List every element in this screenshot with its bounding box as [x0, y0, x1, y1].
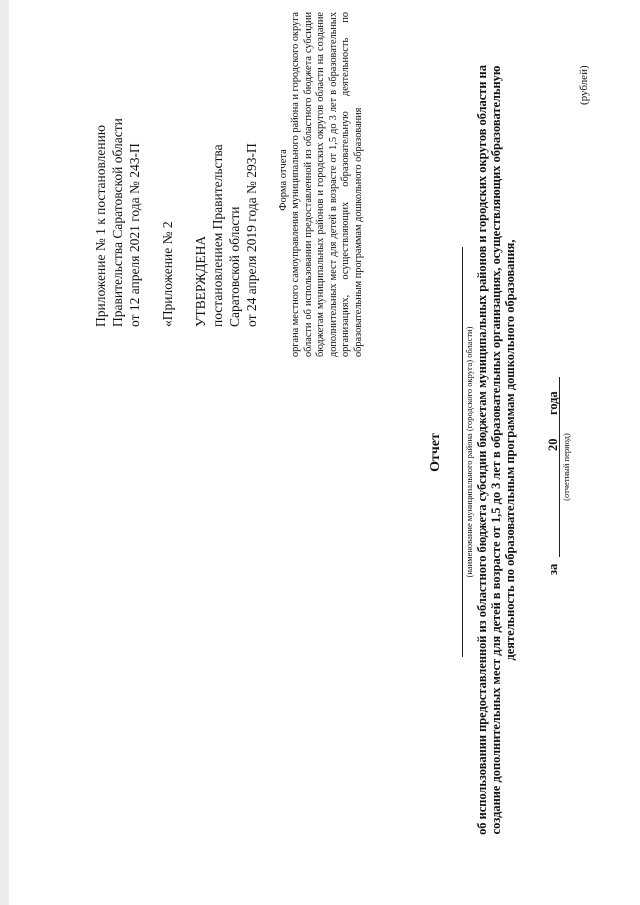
- form-description: органа местного самоуправления муниципального района и городского округа области об использовании предоставленной из областного бюджета субсидии бюджетам муниципальных районов и городских округов области на создание дополнительных мест для детей в возрасте от 1,5 до 3 лет в образовательных организациях, осуществляющих образовательную деятельность по образовательным программам дошкольного образования: [290, 12, 364, 357]
- units-label: (рублей): [578, 65, 590, 105]
- annex-line-1: Приложение № 1 к постановлению: [93, 125, 108, 327]
- year-prefix: 20: [546, 438, 560, 451]
- approved-line-2: постановлением Правительства: [210, 144, 225, 327]
- year-word: года: [546, 391, 560, 415]
- report-body-text: об использовании предоставленной из областного бюджета субсидии бюджетам муниципальных районов и городских округов области на создание дополнительных мест для детей в возрасте от 1,5 до 3 лет в образовательных организациях, осуществляющих образовательную деятельность по образовательным программам дошкольного образования,: [475, 65, 517, 835]
- municipality-name-line: [462, 247, 463, 657]
- approved-line-3: Саратовской области: [227, 206, 242, 327]
- annex-line-2: Правительства Саратовской области: [110, 118, 125, 327]
- annex-line-4: «Приложение № 2: [160, 221, 175, 327]
- approved-line-4: от 24 апреля 2019 года № 293-П: [244, 143, 259, 327]
- annex-header: [92, 27, 260, 327]
- annex-line-3: от 12 апреля 2021 года № 243-П: [127, 143, 142, 327]
- report-heading: Отчет: [428, 433, 443, 472]
- period-za: за: [546, 563, 560, 575]
- municipality-name-caption: (наименование муниципального района (городского округа) области): [464, 326, 474, 578]
- year-input-line: [559, 419, 560, 439]
- approved-label: УТВЕРЖДЕНА: [193, 235, 208, 327]
- form-title: Форма отчета: [278, 149, 289, 211]
- period-caption: (отчетный период): [561, 433, 571, 501]
